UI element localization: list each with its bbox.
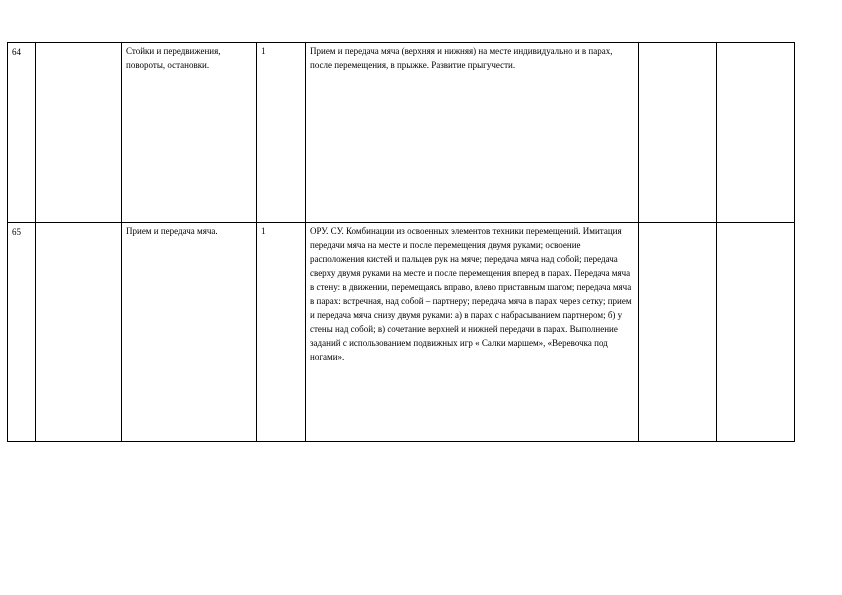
lesson-hours: 1 [257, 43, 306, 223]
empty-cell [717, 223, 795, 442]
lesson-content: ОРУ. СУ. Комбинации из освоенных элементов техники перемещений. Имитация передачи мяча на месте и после перемещения двумя руками; освоение расположения кистей и пальцев рук на мяче; передача мяча над собой; передача сверху двумя руками на месте и после перемещения вперед в парах. Передача мяча в стену: в движении, перемещаясь вправо, влево приставным шагом; передача мяча в парах: встречная, над собой – партнеру; передача мяча в парах через сетку; прием и передача мяча снизу двумя руками: а) в парах с набрасыванием партнером; б) у стены над собой; в) сочетание верхней и нижней передачи в парах. Выполнение заданий с использованием подвижных игр « Салки маршем», «Веревочка под ногами». [306, 223, 639, 442]
lesson-hours: 1 [257, 223, 306, 442]
empty-cell [639, 43, 717, 223]
lesson-number: 65 [8, 223, 36, 442]
empty-cell [639, 223, 717, 442]
lesson-topic: Стойки и передвижения, повороты, остановки. [122, 43, 257, 223]
empty-cell [36, 43, 122, 223]
lesson-plan-table [7, 42, 795, 442]
table-row [8, 223, 795, 442]
empty-cell [36, 223, 122, 442]
lesson-number: 64 [8, 43, 36, 223]
empty-cell [717, 43, 795, 223]
lesson-content: Прием и передача мяча (верхняя и нижняя) на месте индивидуально и в парах, после перемещения, в прыжке. Развитие прыгучести. [306, 43, 639, 223]
table-row [8, 43, 795, 223]
lesson-topic: Прием и передача мяча. [122, 223, 257, 442]
